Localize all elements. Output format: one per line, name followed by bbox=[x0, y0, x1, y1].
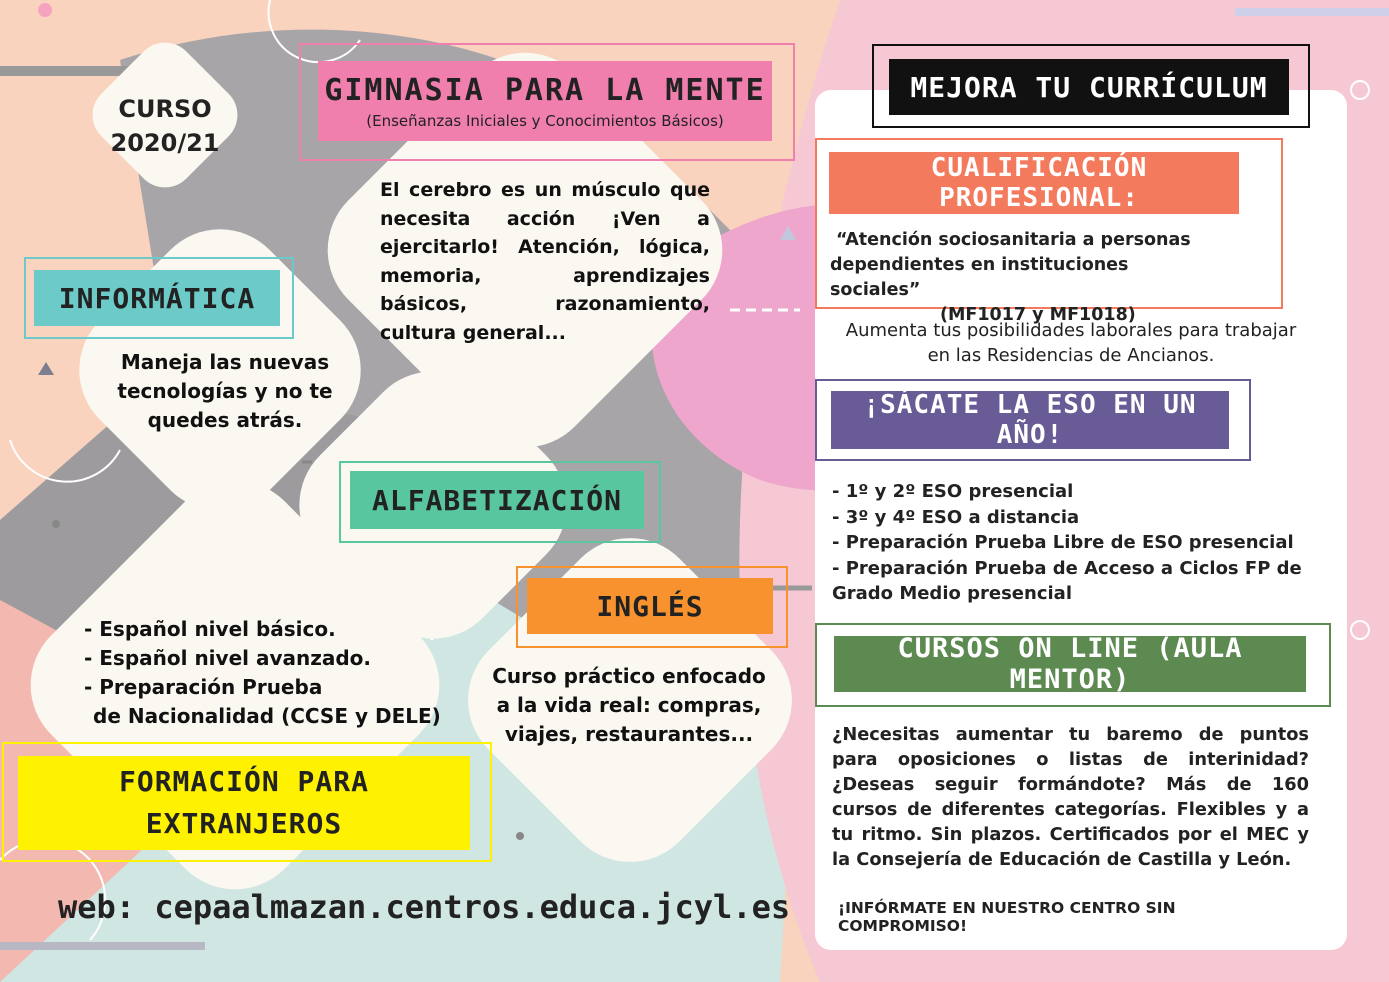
online-body: ¿Necesitas aumentar tu baremo de puntos para oposiciones o listas de interinidad? ¿Deseas seguir formándote? Más de 160 cursos de diferentes categorías. Flexibles y a tu ritmo. Sin plazos. Certificados por el MEC y la Consejería de Educación de Castilla y León. bbox=[832, 724, 1309, 870]
eso-item: - 1º y 2º ESO presencial bbox=[832, 481, 1074, 502]
eso-list bbox=[832, 479, 1302, 607]
curriculum-title: MEJORA TU CURRÍCULUM bbox=[889, 59, 1289, 115]
gimnasia-subtitle: (Enseñanzas Iniciales y Conocimientos Básicos) bbox=[366, 111, 724, 130]
ingles-body bbox=[488, 662, 770, 749]
informatica-body-line: tecnologías y no te bbox=[117, 379, 333, 403]
informatica-title: INFORMÁTICA bbox=[34, 270, 280, 326]
cualificacion-title: CUALIFICACIÓN PROFESIONAL: bbox=[829, 152, 1239, 214]
extranjeros-title-line1: FORMACIÓN PARA bbox=[118, 765, 369, 798]
alfabetizacion-title: ALFABETIZACIÓN bbox=[350, 471, 644, 529]
cualificacion-quote-line: dependientes en instituciones sociales” bbox=[830, 255, 1129, 300]
eso-title: ¡SÁCATE LA ESO EN UN AÑO! bbox=[831, 391, 1229, 449]
cualificacion-note bbox=[826, 318, 1316, 368]
extranjeros-item: de Nacionalidad (CCSE y DELE) bbox=[93, 704, 441, 728]
extranjeros-item: - Español nivel avanzado. bbox=[84, 646, 372, 670]
eso-item: - Preparación Prueba Libre de ESO presencial bbox=[832, 532, 1294, 553]
gimnasia-title: GIMNASIA PARA LA MENTE bbox=[324, 72, 766, 108]
extranjeros-title-box bbox=[18, 756, 470, 850]
online-footer: ¡INFÓRMATE EN NUESTRO CENTRO SIN COMPROMISO! bbox=[838, 899, 1176, 935]
eso-item: Grado Medio presencial bbox=[832, 583, 1072, 604]
cualificacion-quote bbox=[830, 228, 1210, 328]
cualificacion-quote-line: “Atención sociosanitaria a personas bbox=[836, 230, 1191, 250]
extranjeros-title-line2: EXTRANJEROS bbox=[145, 807, 343, 840]
eso-item: - 3º y 4º ESO a distancia bbox=[832, 506, 1080, 528]
ingles-body-line: a la vida real: compras, bbox=[496, 693, 762, 717]
informatica-body-line: quedes atrás. bbox=[147, 408, 303, 432]
gimnasia-title-box bbox=[318, 61, 772, 141]
course-badge bbox=[100, 92, 230, 160]
website-link[interactable]: web: cepaalmazan.centros.educa.jcyl.es bbox=[58, 888, 791, 926]
course-label: CURSO bbox=[118, 95, 212, 123]
extranjeros-list bbox=[84, 615, 444, 731]
course-year: 2020/21 bbox=[110, 129, 220, 157]
ingles-body-line: viajes, restaurantes... bbox=[504, 722, 754, 746]
cualificacion-note-line: Aumenta tus posibilidades laborales para trabajar bbox=[845, 320, 1297, 341]
gimnasia-body: El cerebro es un músculo que necesita acción ¡Ven a ejercitarlo! Atención, lógica, memoria, aprendizajes básicos, razonamiento, cultura general... bbox=[380, 179, 710, 344]
online-title: CURSOS ON LINE (AULA MENTOR) bbox=[834, 636, 1306, 692]
cualificacion-note-line: en las Residencias de Ancianos. bbox=[927, 345, 1215, 366]
eso-item: - Preparación Prueba de Acceso a Ciclos FP de bbox=[832, 557, 1302, 579]
extranjeros-item: - Español nivel básico. bbox=[84, 617, 336, 641]
ingles-title: INGLÉS bbox=[527, 578, 773, 634]
extranjeros-item: - Preparación Prueba bbox=[84, 675, 323, 699]
ingles-body-line: Curso práctico enfocado bbox=[492, 664, 766, 688]
informatica-body bbox=[110, 348, 340, 435]
cualificacion-code: (MF1017 y MF1018) bbox=[940, 305, 1136, 325]
informatica-body-line: Maneja las nuevas bbox=[120, 350, 330, 374]
